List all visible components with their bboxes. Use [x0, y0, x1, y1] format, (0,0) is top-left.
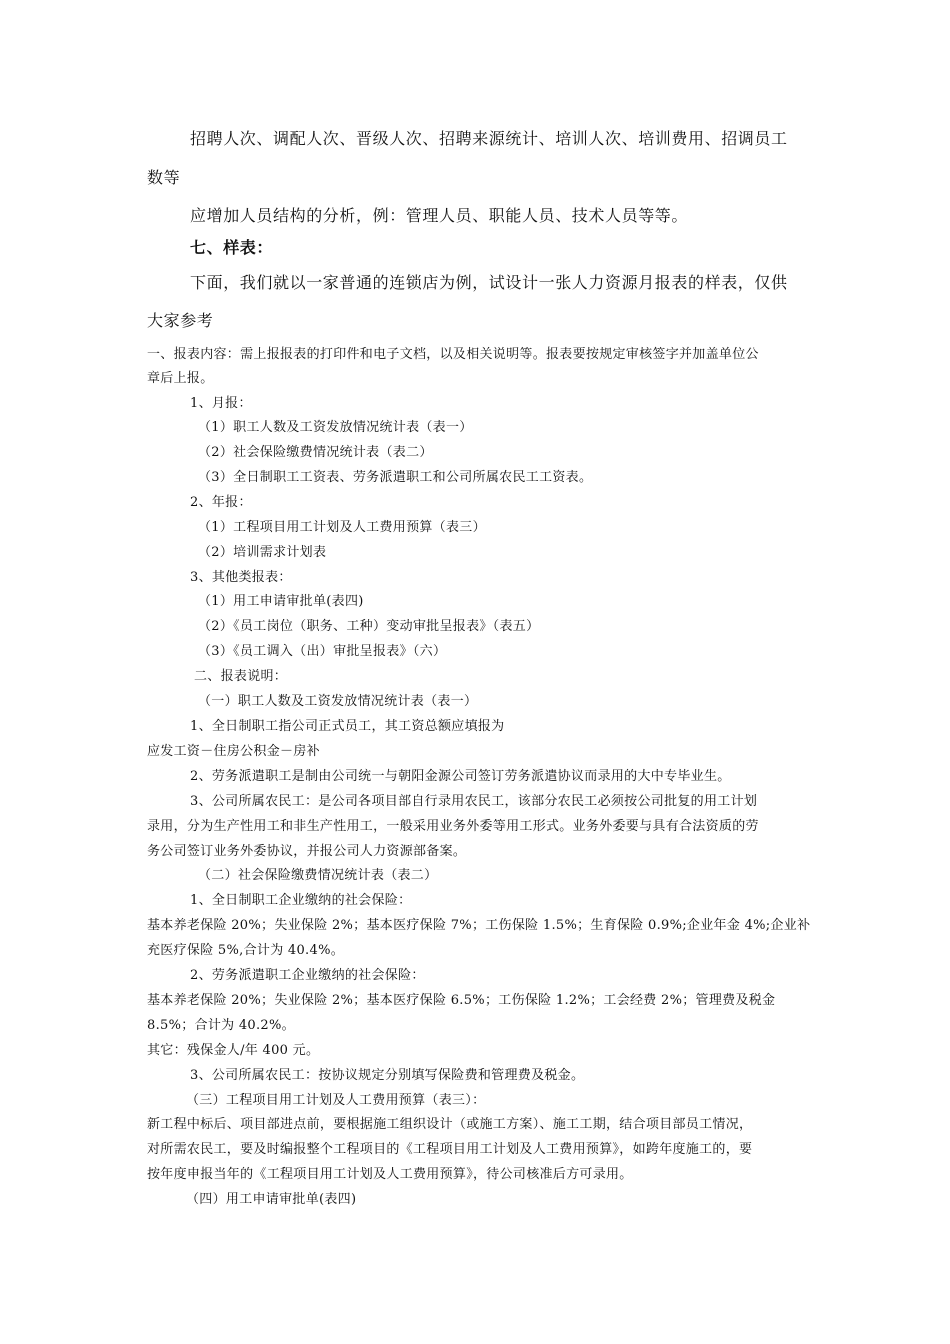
- t2-item1: 1、全日制职工企业缴纳的社会保险：: [190, 893, 412, 908]
- t1-item3-line3: 务公司签订业务外委协议，并报公司人力资源部备案。: [147, 844, 467, 859]
- annual-item: （1）工程项目用工计划及人工费用预算（表三）: [198, 520, 486, 535]
- t2-item2-line1: 基本养老保险 20%；失业保险 2%；基本医疗保险 6.5%；工伤保险 1.2%；工会经费 2%；管理费及税金: [147, 993, 776, 1008]
- t3-line3: 按年度申报当年的《工程项目用工计划及人工费用预算》，待公司核准后方可录用。: [147, 1167, 633, 1182]
- t2-item2: 2、劳务派遣职工企业缴纳的社会保险：: [190, 968, 425, 983]
- t1-item2: 2、劳务派遣职工是制由公司统一与朝阳金源公司签订劳务派遣协议而录用的大中专毕业生。: [190, 769, 731, 784]
- section-seven-heading: 七、样表：: [190, 238, 274, 257]
- report-notes-heading: 二、报表说明：: [194, 669, 288, 684]
- report-content-heading-2: 章后上报。: [147, 371, 214, 386]
- t1-item1-line2: 应发工资－住房公积金－房补: [147, 744, 320, 759]
- annual-heading: 2、年报：: [190, 495, 252, 510]
- t1-item3-line2: 录用，分为生产性用工和非生产性用工，一般采用业务外委等用工形式。业务外委要与具有合法资质的劳: [147, 819, 759, 834]
- t2-item3: 3、公司所属农民工：按协议规定分别填写保险费和管理费及税金。: [190, 1068, 585, 1083]
- monthly-heading: 1、月报：: [190, 396, 252, 411]
- intro-line-3: 下面，我们就以一家普通的连锁店为例，试设计一张人力资源月报表的样表，仅供: [190, 273, 788, 292]
- t2-item1-line1: 基本养老保险 20%；失业保险 2%；基本医疗保险 7%；工伤保险 1.5%；生育保险 0.9%;企业年金 4%;企业补: [147, 918, 811, 933]
- monthly-item: （1）职工人数及工资发放情况统计表（表一）: [198, 420, 473, 435]
- annual-item: （2）培训需求计划表: [198, 545, 327, 560]
- t2-item1-line2: 充医疗保险 5%,合计为 40.4%。: [147, 943, 345, 958]
- monthly-item: （3）全日制职工工资表、劳务派遣职工和公司所属农民工工资表。: [198, 470, 593, 485]
- t3-line1: 新工程中标后、项目部进点前，要根据施工组织设计（或施工方案）、施工工期，结合项目部员工情况，: [147, 1117, 753, 1132]
- t2-other: 其它：残保金人/年 400 元。: [147, 1043, 320, 1058]
- table4-heading: （四）用工申请审批单(表四): [186, 1192, 357, 1207]
- intro-line-1: 招聘人次、调配人次、晋级人次、招聘来源统计、培训人次、培训费用、招调员工: [190, 129, 788, 148]
- intro-line-3-cont: 大家参考: [147, 311, 214, 330]
- t2-item2-line2: 8.5%；合计为 40.2%。: [147, 1018, 295, 1033]
- report-content-heading-1: 一、报表内容：需上报报表的打印件和电子文档，以及相关说明等。报表要按规定审核签字并加盖单位公: [147, 347, 759, 362]
- other-item: （1）用工申请审批单(表四): [198, 594, 364, 609]
- intro-line-1-cont: 数等: [147, 168, 181, 187]
- monthly-item: （2）社会保险缴费情况统计表（表二）: [198, 445, 433, 460]
- t1-item1-line1: 1、全日制职工指公司正式员工，其工资总额应填报为: [190, 719, 505, 734]
- intro-line-2: 应增加人员结构的分析，例：管理人员、职能人员、技术人员等等。: [190, 206, 689, 225]
- table2-heading: （二）社会保险缴费情况统计表（表二）: [198, 868, 438, 883]
- t3-line2: 对所需农民工，要及时编报整个工程项目的《工程项目用工计划及人工费用预算》，如跨年度施工的，要: [147, 1142, 753, 1157]
- other-item: （3）《员工调入（出）审批呈报表》（六）: [198, 644, 447, 659]
- other-item: （2）《员工岗位（职务、工种）变动审批呈报表》（表五）: [198, 619, 540, 634]
- table1-heading: （一）职工人数及工资发放情况统计表（表一）: [198, 694, 478, 709]
- table3-heading: （三）工程项目用工计划及人工费用预算（表三）：: [186, 1093, 486, 1108]
- other-heading: 3、其他类报表：: [190, 570, 292, 585]
- t1-item3-line1: 3、公司所属农民工：是公司各项目部自行录用农民工，该部分农民工必须按公司批复的用工计划: [190, 794, 758, 809]
